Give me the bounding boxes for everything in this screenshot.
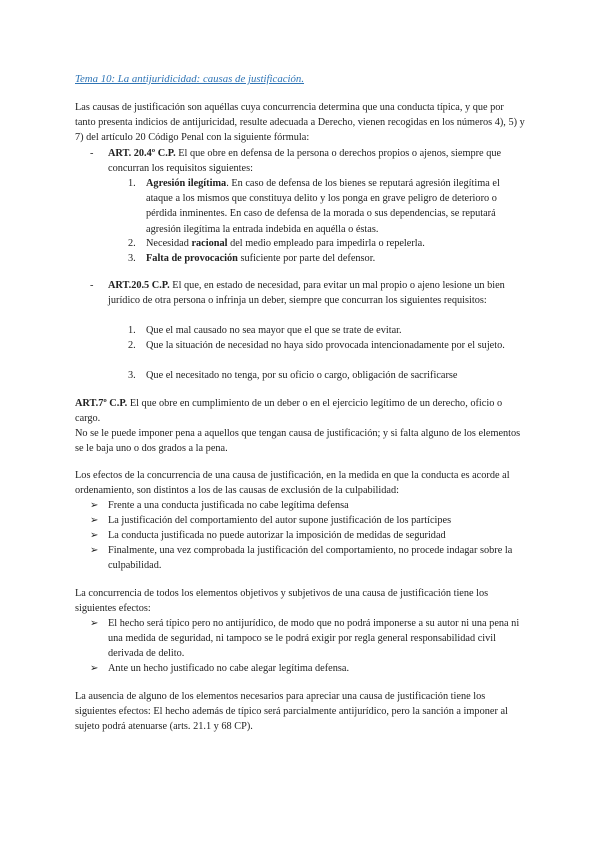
arrow-bullet-icon: ➢ bbox=[90, 500, 99, 511]
item-text: Finalmente, una vez comprobada la justificación del comportamiento, no procede indagar sobre la culpabilidad. bbox=[108, 545, 513, 572]
item-number: 3. bbox=[128, 370, 136, 381]
art204-text bbox=[108, 146, 525, 176]
art7-paragraph bbox=[75, 396, 525, 426]
item-number: 2. bbox=[128, 340, 136, 351]
item-number: 1. bbox=[128, 325, 136, 336]
item-text: La conducta justificada no puede autorizar la imposición de medidas de seguridad bbox=[108, 530, 446, 541]
arrow-bullet-icon: ➢ bbox=[90, 530, 99, 541]
art204-item-3 bbox=[128, 251, 528, 266]
item-number: 2. bbox=[128, 238, 136, 249]
ausencia-paragraph: La ausencia de alguno de los elementos necesarios para apreciar una causa de justificación tiene los siguientes efectos: El hecho además de típico será parcialmente antijurídico, pero la sanción a imponer al sujeto podrá atenuarse (arts. 21.1 y 68 CP). bbox=[75, 691, 508, 733]
efectos-item-3 bbox=[90, 528, 525, 543]
dash-marker: - bbox=[90, 280, 94, 291]
efectos-item-1 bbox=[90, 498, 525, 513]
art7-text: El que obre en cumplimiento de un deber o en el ejercicio legítimo de un derecho, oficio o cargo. bbox=[75, 398, 503, 425]
item-number: 1. bbox=[128, 178, 136, 189]
arrow-bullet-icon: ➢ bbox=[90, 618, 99, 629]
efectos-intro: Los efectos de la concurrencia de una causa de justificación, en la medida en que la conducta es acorde al ordenamiento, son distintos a los de las causas de exclusión de la culpabilidad: bbox=[75, 470, 510, 497]
item-text: Frente a una conducta justificada no cabe legítima defensa bbox=[108, 500, 349, 511]
art204-body: El que obre en defensa de la persona o derechos propios o ajenos, siempre que concurran los requisitos siguientes: bbox=[108, 148, 502, 175]
art205-item-1 bbox=[128, 323, 528, 338]
concurrencia-item-2 bbox=[90, 661, 525, 676]
art205-item-2 bbox=[128, 338, 528, 353]
art205-body: El que, en estado de necesidad, para evitar un mal propio o ajeno lesione un bien jurídico de otra persona o infrinja un deber, siempre que concurran los siguientes requisitos: bbox=[108, 280, 505, 307]
item-text: Que la situación de necesidad no haya sido provocada intencionadamente por el sujeto. bbox=[146, 340, 505, 351]
item-text: Que el necesitado no tenga, por su oficio o cargo, obligación de sacrificarse bbox=[146, 370, 458, 381]
art205-label: ART.20.5 C.P. bbox=[108, 280, 170, 291]
item-text: . En caso de defensa de los bienes se reputará agresión ilegítima el ataque a los mismos que constituya delito y los ponga en grave peligro de deterioro o pérdida inminentes. En caso de defensa de la morada o sus dependencias, se reputará agresión ilegítima la entrada indebida en aquélla o éstas. bbox=[146, 178, 500, 235]
item-text: del medio empleado para impedirla o repelerla. bbox=[227, 238, 425, 249]
dash-marker: - bbox=[90, 148, 94, 159]
efectos-item-2 bbox=[90, 513, 525, 528]
art205-item-3 bbox=[128, 368, 528, 383]
page-title: Tema 10: La antijuridicidad: causas de justificación. bbox=[75, 73, 305, 85]
item-text: El hecho será típico pero no antijurídico, de modo que no podrá imponerse a su autor ni una pena ni una medida de seguridad, ni tampoco se le podrá exigir por regla general responsabilidad civil derivada de delito. bbox=[108, 618, 520, 660]
item-text: La justificación del comportamiento del autor supone justificación de los partícipes bbox=[108, 515, 452, 526]
art7-label: ART.7º C.P. bbox=[75, 398, 128, 409]
item-bold: Falta de provocación bbox=[146, 253, 238, 264]
item-text: Ante un hecho justificado no cabe alegar legítima defensa. bbox=[108, 663, 350, 674]
item-bold: Agresión ilegítima bbox=[146, 178, 227, 189]
art204-label: ART. 20.4º C.P. bbox=[108, 148, 176, 159]
efectos-item-4 bbox=[90, 543, 525, 573]
arrow-bullet-icon: ➢ bbox=[90, 515, 99, 526]
item-text: Que el mal causado no sea mayor que el que se trate de evitar. bbox=[146, 325, 402, 336]
intro-paragraph: Las causas de justificación son aquéllas cuya concurrencia determina que una conducta típica, y que por tanto presenta indicios de antijuricidad, resulte adecuada a Derecho, vienen recogidas en los números 4), 5) y 7) del artículo 20 Código Penal con la siguiente fórmula: bbox=[75, 102, 525, 144]
concurrencia-item-1 bbox=[90, 616, 525, 662]
concurrencia-intro: La concurrencia de todos los elementos objetivos y subjetivos de una causa de justificación tiene los siguientes efectos: bbox=[75, 588, 489, 615]
item-number: 3. bbox=[128, 253, 136, 264]
art204-entry bbox=[90, 146, 525, 176]
art205-text bbox=[108, 278, 525, 308]
item-pre: Necesidad bbox=[146, 238, 192, 249]
art204-item-1 bbox=[128, 176, 528, 237]
art205-entry bbox=[90, 278, 525, 308]
arrow-bullet-icon: ➢ bbox=[90, 545, 99, 556]
art7-note: No se le puede imponer pena a aquellos que tengan causa de justificación; y si falta alguno de los elementos se le baja uno o dos grados a la pena. bbox=[75, 428, 521, 455]
item-bold: racional bbox=[191, 238, 228, 249]
art204-item-2 bbox=[128, 236, 528, 251]
item-text: suficiente por parte del defensor. bbox=[237, 253, 376, 264]
arrow-bullet-icon: ➢ bbox=[90, 663, 99, 674]
